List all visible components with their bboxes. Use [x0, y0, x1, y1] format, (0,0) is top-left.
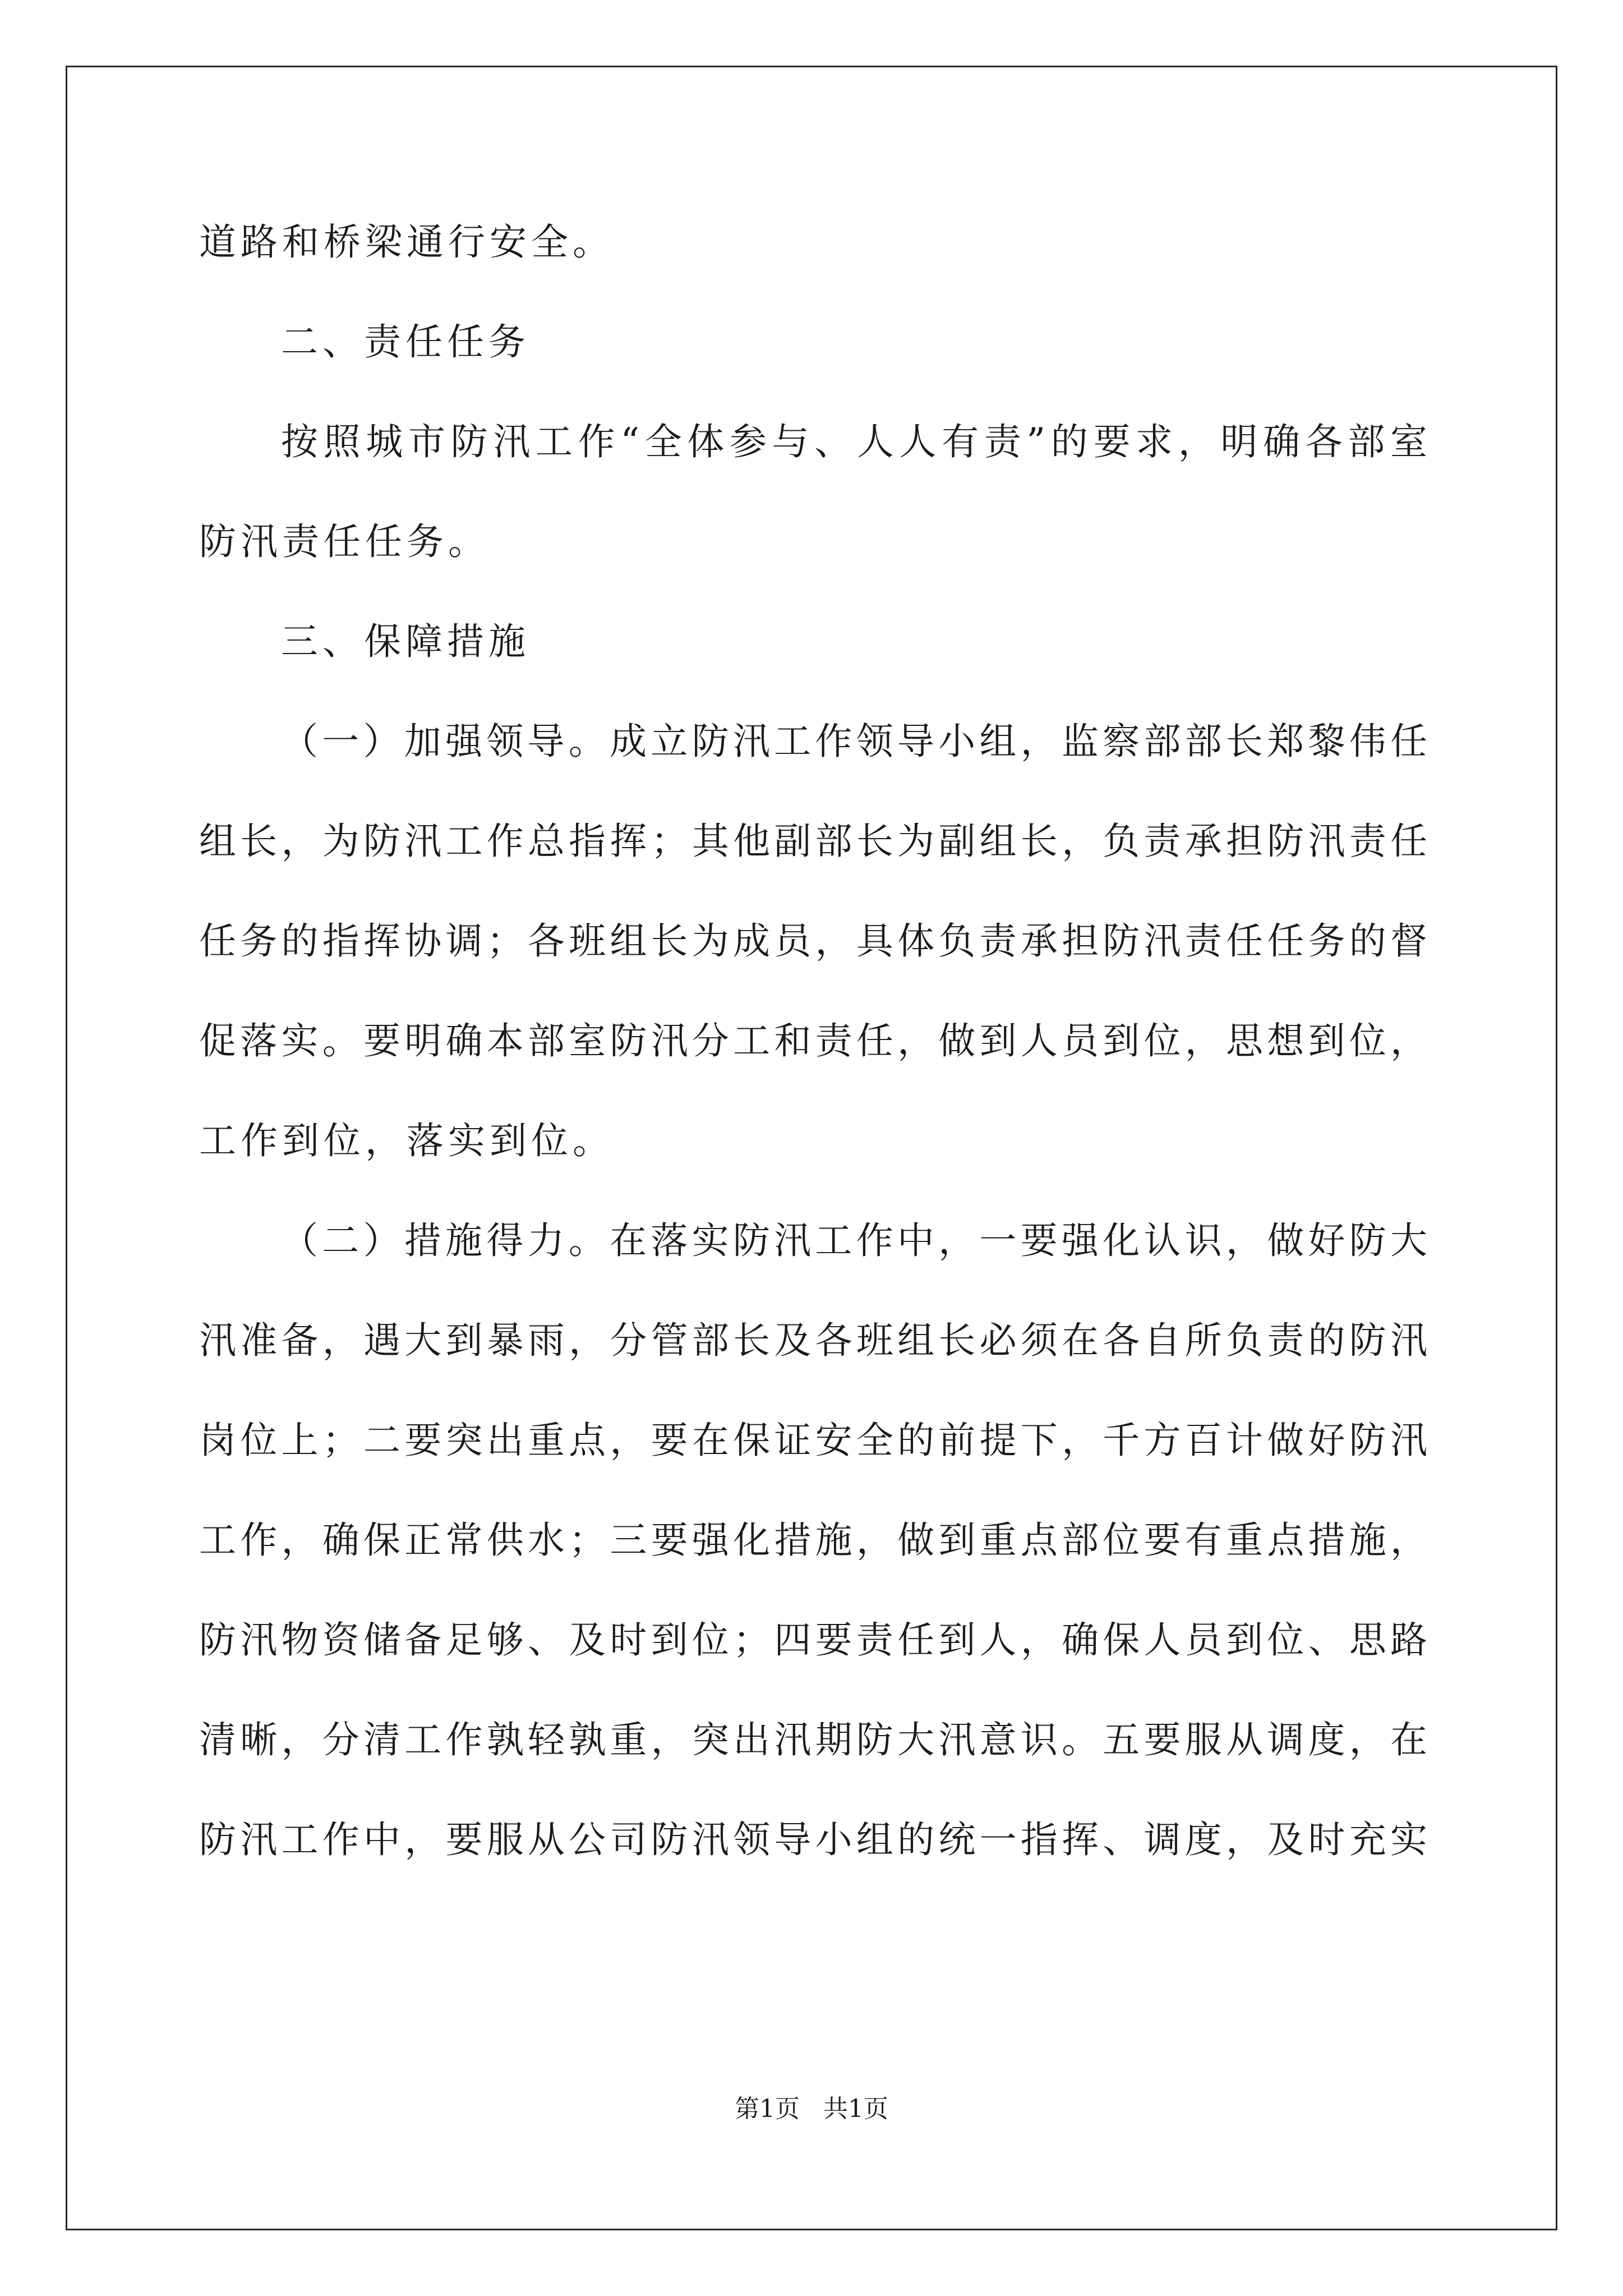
text-line: 防汛物资储备足够、及时到位；四要责任到人，确保人员到位、思路	[199, 1618, 1427, 1662]
page-number-footer: 第1页 共1页	[735, 2095, 888, 2123]
text-line: 促落实。要明确本部室防汛分工和责任，做到人员到位，思想到位，	[199, 1019, 1427, 1062]
section-heading-responsibilities: 二、责任任务	[281, 320, 530, 364]
document-body	[199, 216, 1427, 1913]
text-line: 按照城市防汛工作“全体参与、人人有责”的要求，明确各部室	[281, 420, 1427, 463]
text-line: 工作到位，落实到位。	[199, 1119, 614, 1162]
text-line: 工作，确保正常供水；三要强化措施，做到重点部位要有重点措施，	[199, 1519, 1427, 1562]
text-line: 汛准备，遇大到暴雨，分管部长及各班组长必须在各自所负责的防汛	[199, 1319, 1427, 1362]
section-heading-measures: 三、保障措施	[281, 620, 530, 663]
text-line: 道路和桥梁通行安全。	[199, 220, 614, 264]
text-line: 清晰，分清工作孰轻孰重，突出汛期防大汛意识。五要服从调度，在	[199, 1718, 1427, 1761]
text-line: （二）措施得力。在落实防汛工作中，一要强化认识，做好防大	[281, 1219, 1427, 1262]
text-line: （一）加强领导。成立防汛工作领导小组，监察部部长郑黎伟任	[281, 720, 1427, 763]
text-line: 防汛工作中，要服从公司防汛领导小组的统一指挥、调度，及时充实	[199, 1818, 1427, 1861]
text-line: 防汛责任任务。	[199, 520, 490, 563]
text-line: 任务的指挥协调；各班组长为成员，具体负责承担防汛责任任务的督	[199, 919, 1427, 963]
text-line: 组长，为防汛工作总指挥；其他副部长为副组长，负责承担防汛责任	[199, 820, 1427, 863]
text-line: 岗位上；二要突出重点，要在保证安全的前提下，千方百计做好防汛	[199, 1419, 1427, 1462]
